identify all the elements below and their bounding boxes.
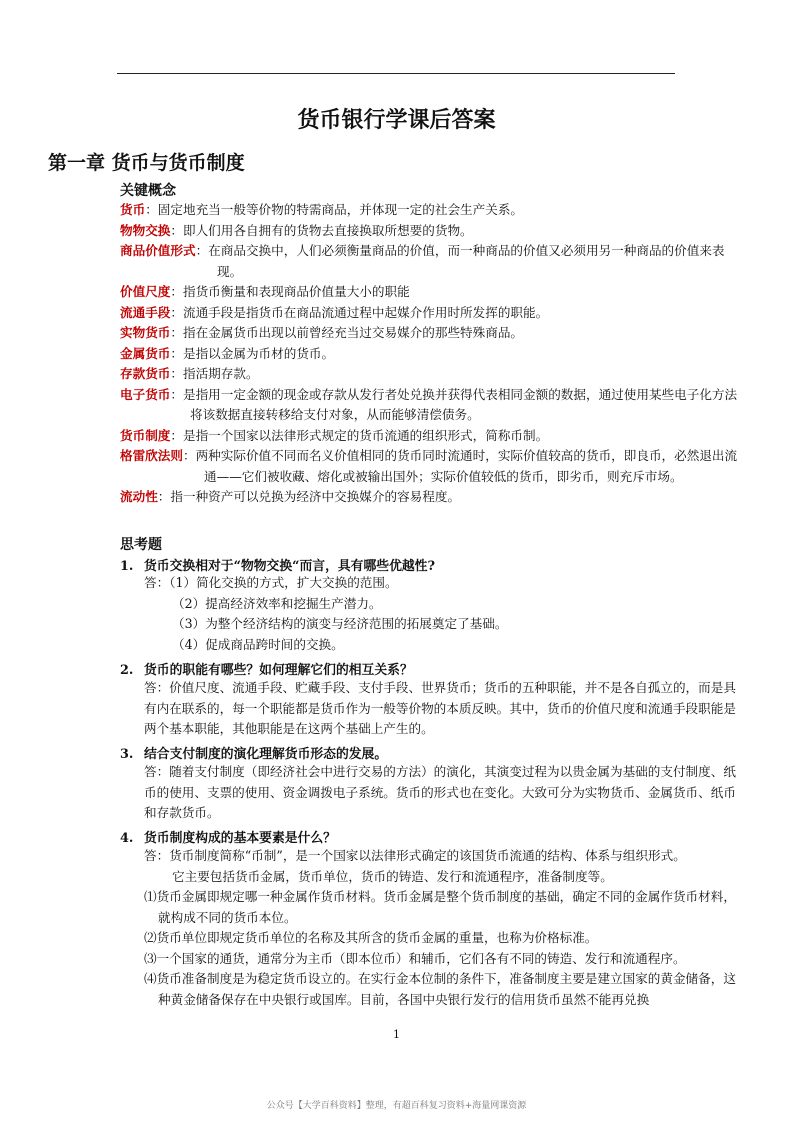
term-definition: ：指活期存款。 (170, 366, 259, 381)
answer-2 (144, 678, 744, 740)
answer-item: ⑵货币单位即规定货币单位的名称及其所含的货币金属的重量，也称为价格标准。 (144, 930, 598, 945)
answer-item: ⑷货币准备制度是为稳定货币设立的。在实行金本位制的条件下，准备制度主要是建立国家的黄金储备，这种黄金储备保存在中央银行或国库。目前，各国中央银行发行的信用货币虽然不能再兑换 (144, 971, 736, 1007)
term-label: 实物货币 (120, 325, 171, 340)
answer-text: 答：随着支付制度（即经济社会中进行交易的方法）的演化，其演变过程为以贵金属为基础的支付制度、纸币的使用、支票的使用、资金调拨电子系统。货币的形式也在变化。大致可分为实物货币、金属货币、纸币和存款货币。 (144, 764, 736, 820)
question-number: 2. (120, 663, 134, 678)
term-label: 格雷欣法则 (120, 448, 183, 463)
term-label: 电子货币 (120, 386, 171, 402)
questions-heading: 思考题 (120, 537, 162, 553)
question-number: 1. (120, 559, 134, 574)
term-item (120, 323, 748, 344)
term-definition: ：是指用一定金额的现金或存款从发行者处兑换并获得代表相同金额的数据，通过使用某些电子化方法将该数据直接转移给支付对象，从而能够清偿债务。 (170, 386, 738, 422)
term-definition: ：流通手段是指货币在商品流通过程中起媒介作用时所发挥的职能。 (170, 304, 549, 320)
term-definition: ：即人们用各自拥有的货物去直接换取所想要的货物。 (170, 222, 473, 238)
term-item (120, 303, 748, 324)
term-label: 流通手段 (120, 304, 171, 320)
term-label: 货币制度 (120, 427, 171, 443)
term-item (120, 221, 748, 242)
answer-1 (144, 573, 744, 655)
term-item (120, 364, 748, 385)
question-2 (120, 659, 750, 678)
term-item (120, 446, 748, 487)
question-1 (120, 555, 750, 574)
term-item (120, 241, 748, 282)
question-3 (120, 743, 750, 762)
answer-line: 答：（1）简化交换的方式，扩大交换的范围。 (144, 575, 398, 590)
question-number: 4. (120, 831, 134, 846)
term-definition: ：两种实际价值不同而名义价值相同的货币同时流通时，实际价值较高的货币，即良币，必然退出流通——它们被收藏、熔化或被输出国外；实际价值较低的货币，即劣币，则充斥市场。 (182, 448, 738, 484)
term-label: 流动性 (120, 489, 158, 504)
term-definition: ：是指一个国家以法律形式规定的货币流通的组织形式，简称币制。 (170, 427, 549, 443)
term-definition: ：在商品交换中，人们必须衡量商品的价值，而一种商品的价值又必须用另一种商品的价值来表现。 (195, 243, 725, 279)
term-definition: ：指货币衡量和表现商品价值量大小的职能 (170, 284, 410, 299)
chapter-title: 第一章 货币与货币制度 (48, 152, 245, 174)
term-label: 商品价值形式 (120, 243, 196, 258)
answer-item: ⑶一个国家的通货，通常分为主币（即本位币）和辅币，它们各有不同的铸造、发行和流通程序。 (144, 950, 686, 966)
answer-4 (144, 846, 744, 1010)
term-item (120, 487, 748, 508)
term-label: 货币 (120, 202, 146, 217)
term-definition: ：指在金属货币出现以前曾经充当过交易媒介的那些特殊商品。 (170, 325, 523, 340)
answer-line: （4）促成商品跨时间的交换。 (172, 636, 344, 652)
question-text: 货币交换相对于“物物交换“而言，具有哪些优越性? (144, 559, 435, 574)
term-label: 价值尺度 (120, 284, 171, 299)
term-label: 金属货币 (120, 345, 171, 361)
document-title: 货币银行学课后答案 (297, 107, 496, 133)
term-item (120, 282, 748, 303)
footer-note: 公众号【大学百科资料】整理，有超百科复习资料+海量网课资源 (266, 1101, 527, 1111)
question-number: 3. (120, 747, 134, 762)
term-item (120, 344, 748, 365)
term-label: 存款货币 (120, 366, 171, 381)
answer-text: 答：价值尺度、流通手段、贮藏手段、支付手段、世界货币；货币的五种职能，并不是各自孤立的，而是具有内在联系的，每一个职能都是货币作为一般等价物的本质反映。其中，货币的价值尺度和流通手段职能是两个基本职能，其他职能是在这两个基础上产生的。 (144, 680, 736, 736)
page-number: 1 (393, 1028, 400, 1041)
question-text: 货币的职能有哪些？如何理解它们的相互关系？ (144, 663, 413, 678)
answer-text: 答：货币制度简称“币制”，是一个国家以法律形式确定的该国货币流通的结构、体系与组织形式。 (144, 848, 686, 863)
term-definition: ：是指以金属为币材的货币。 (170, 345, 335, 361)
key-concepts-list (120, 200, 748, 508)
key-concepts-heading: 关键概念 (120, 183, 176, 199)
question-text: 货币制度构成的基本要素是什么？ (144, 831, 336, 846)
term-definition: ：固定地充当一般等价物的特需商品，并体现一定的社会生产关系。 (145, 202, 523, 217)
answer-line: （3）为整个经济结构的演变与经济范围的拓展奠定了基础。 (172, 616, 508, 631)
answer-3 (144, 762, 744, 824)
term-item (120, 426, 748, 447)
answer-line: （2）提高经济效率和挖掘生产潜力。 (172, 595, 382, 611)
header-rule (117, 73, 675, 74)
answer-item: ⑴货币金属即规定哪一种金属作货币材料。货币金属是整个货币制度的基础，确定不同的金属作货币材料，就构成不同的货币本位。 (144, 889, 736, 925)
term-definition: ：指一种资产可以兑换为经济中交换媒介的容易程度。 (157, 489, 461, 504)
term-label: 物物交换 (120, 222, 171, 238)
question-text: 结合支付制度的演化理解货币形态的发展。 (144, 747, 388, 762)
term-item (120, 200, 748, 221)
question-4 (120, 827, 750, 846)
term-item (120, 385, 748, 426)
answer-text: 它主要包括货币金属，货币单位，货币的铸造、发行和流通程序，准备制度等。 (172, 868, 613, 884)
